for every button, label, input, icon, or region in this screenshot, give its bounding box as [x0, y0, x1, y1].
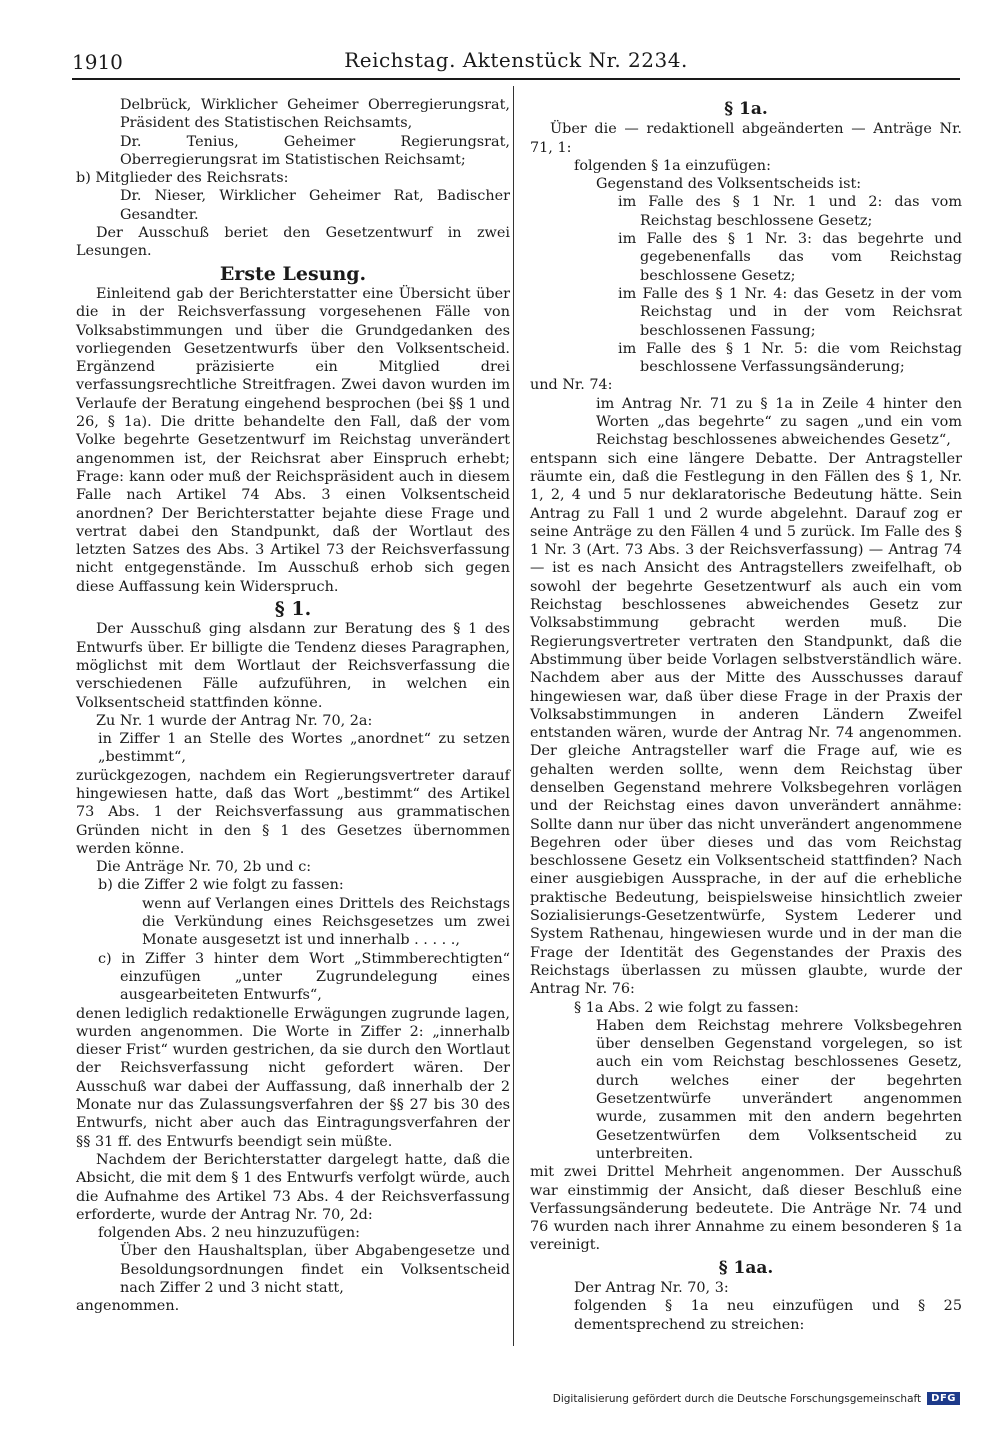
- page-header: [72, 48, 960, 80]
- paragraph: b) Mitglieder des Reichsrats:: [76, 170, 289, 187]
- paragraph: im Falle des § 1 Nr. 1 und 2: das vom Reichstag beschlossene Gesetz;: [618, 194, 962, 229]
- paragraph: Dr. Tenius, Geheimer Regierungsrat, Oberregierungsrat im Statistischen Reichsamt;: [120, 133, 510, 168]
- left-column: [76, 96, 510, 1316]
- paragraph: c) in Ziffer 3 hinter dem Wort „Stimmberechtigten“ einzufügen „unter Zugrundelegung eines ausgearbeiteten Entwurfs“,: [98, 950, 510, 1004]
- paragraph: Der Ausschuß ging alsdann zur Beratung des § 1 des Entwurfs über. Er billigte die Tendenz dieses Paragraphen, möglichst mit dem Wortlaut der Reichsverfassung die verschiedenen Fälle aufzuführen, in welchen ein Volksentscheid stattfinden könne.: [76, 621, 510, 711]
- paragraph: im Falle des § 1 Nr. 5: die vom Reichstag beschlossene Verfassungsänderung;: [618, 340, 962, 376]
- paragraph: folgenden § 1a neu einzufügen und § 25 dementsprechend zu streichen:: [574, 1298, 962, 1333]
- paragraph: folgenden § 1a einzufügen:: [574, 157, 771, 174]
- paragraph: im Falle des § 1 Nr. 3: das begehrte und gegebenenfalls das vom Reichstag beschlossene Gesetz;: [618, 231, 962, 284]
- paragraph: in Ziffer 1 an Stelle des Wortes „anordnet“ zu setzen „bestimmt“,: [98, 731, 510, 766]
- paragraph: im Falle des § 1 Nr. 4: das Gesetz in der vom Reichstag und in der vom Reichsrat beschlossenen Fassung;: [618, 285, 962, 339]
- paragraph: Einleitend gab der Berichterstatter eine Übersicht über die in der Reichsverfassung vorgesehenen Fälle von Volksabstimmungen und über die Grundgedanken des vorliegenden Gesetzentwurfs über den Volksentscheid. Ergänzend präzisierte ein Mitglied drei verfassungsrechtliche Streitfragen. Zwei davon wurden im Verlaufe der Beratung eingehend besprochen (bei §§ 1 und 26, § 1a). Die dritte behandelte den Fall, daß der vom Volke begehrte Gesetzentwurf im Reichstag unverändert angenommen ist, der Reichsrat aber Einspruch erhebt; Frage: kann oder muß der Reichspräsident auch in diesem Falle nach Artikel 74 Abs. 3 einen Volksentscheid anordnen? Der Berichterstatter bejahte diese Frage und vertrat dabei den Standpunkt, daß der Wortlaut des letzten Satzes des Abs. 3 Artikel 73 der Reichsverfassung nicht entgegenstände. Im Ausschuß erhob sich gegen diese Auffassung kein Widerspruch.: [76, 285, 510, 595]
- footer: [553, 1392, 960, 1405]
- paragraph: Der Ausschuß beriet den Gesetzentwurf in zwei Lesungen.: [76, 225, 510, 260]
- paragraph: denen lediglich redaktionelle Erwägungen zugrunde lagen, wurden angenommen. Die Worte in Ziffer 2: „innerhalb dieser Frist“ wurden gestrichen, da sie durch den Wortlaut der Reichsverfassung nicht gefordert wären. Der Ausschuß war dabei der Auffassung, daß innerhalb der 2 Monate nur das Zulassungsverfahren der §§ 27 bis 30 des Entwurfs, nicht aber auch das Eintragungsverfahren der §§ 31 ff. des Entwurfs beendigt sein müßte.: [76, 1005, 510, 1150]
- paragraph: Zu Nr. 1 wurde der Antrag Nr. 70, 2a:: [96, 712, 373, 729]
- paragraph: angenommen.: [76, 1298, 180, 1315]
- paragraph: b) die Ziffer 2 wie folgt zu fassen:: [98, 877, 344, 894]
- paragraph: Delbrück, Wirklicher Geheimer Oberregierungsrat, Präsident des Statistischen Reichsamts,: [120, 97, 510, 132]
- paragraph: § 1a Abs. 2 wie folgt zu fassen:: [574, 999, 799, 1016]
- funding-note: Digitalisierung gefördert durch die Deutsche Forschungsgemeinschaft: [552, 1392, 922, 1405]
- paragraph: Über den Haushaltsplan, über Abgabengesetze und Besoldungsordnungen findet ein Volksentscheid nach Ziffer 2 und 3 nicht statt,: [120, 1243, 510, 1296]
- paragraph: Nachdem der Berichterstatter dargelegt hatte, daß die Absicht, die mit dem § 1 des Entwurfs verfolgt würde, auch die Aufnahme des Artikel 73 Abs. 4 der Reichsverfassung erforderte, wurde der Antrag Nr. 70, 2d:: [76, 1151, 511, 1223]
- paragraph: Gegenstand des Volksentscheids ist:: [596, 176, 862, 193]
- section-heading: § 1a.: [724, 99, 768, 119]
- paragraph: entspann sich eine längere Debatte. Der Antragsteller räumte ein, daß die Festlegung in den Fällen des § 1, Nr. 1, 2, 4 und 5 nur deklaratorische Bedeutung hätte. Sein Antrag zu Fall 1 und 2 wurde abgelehnt. Darauf zog er seine Anträge zu den Fällen 4 und 5 zurück. Im Falle des § 1 Nr. 3 (Art. 73 Abs. 3 der Reichsverfassung) — Antrag 74 — ist es nach Ansicht des Antragstellers zweifelhaft, ob sowohl der begehrte Gesetzentwurf als auch ein vom Reichstag beschlossenes abweichendes Gesetz zur Volksabstimmung gebracht werden muß. Die Regierungsvertreter vertraten den Standpunkt, daß die Abstimmung über beide Vorlagen selbstverständlich wäre. Nachdem aber aus der Mitte des Ausschusses darauf hingewiesen war, daß über diese Frage in der Praxis der Volksabstimmungen in anderen Ländern Zweifel entstanden wären, wurde der Antrag Nr. 74 angenommen. Der gleiche Antragsteller warf die Frage auf, wie es gehalten werden sollte, wenn dem Reichstag über denselben Gegenstand mehrere Volksbegehren vorlägen und der Reichstag eines davon unverändert annähme: Sollte dann nur über das nicht unverändert angenommene Begehren oder über dieses und das vom Reichstag beschlossene Gesetz ein Volksentscheid stattfinden? Nach einer ausgiebigen Aussprache, in der auf die erhebliche praktische Bedeutung, beispielsweise hinsichtlich zweier Sozialisierungs-Gesetzentwürfe, System Lederer und System Rathenau, hingewiesen wurde und in der man die Frage der Identität des Gegenstandes der Praxis des Reichstags überlassen zu müssen glaubte, wurde der Antrag Nr. 76:: [530, 450, 962, 998]
- paragraph: und Nr. 74:: [530, 377, 613, 394]
- paragraph: im Antrag Nr. 71 zu § 1a in Zeile 4 hinter den Worten „das begehrte“ zu sagen „und ein vom Reichstag beschlossenes abweichendes Gesetz“,: [596, 395, 962, 449]
- section-heading: § 1aa.: [718, 1257, 774, 1278]
- section-heading: § 1.: [274, 598, 312, 621]
- paragraph: mit zwei Drittel Mehrheit angenommen. Der Ausschuß war einstimmig der Ansicht, daß dieser Beschluß eine Verfassungsänderung bedeutete. Die Anträge Nr. 74 und 76 wurden nach ihrer Annahme zu einem besonderen § 1a vereinigt.: [530, 1164, 962, 1254]
- page-number: 1910: [72, 50, 123, 74]
- dfg-logo: DFG: [927, 1392, 960, 1405]
- paragraph: Die Anträge Nr. 70, 2b und c:: [96, 859, 312, 876]
- paragraph: wenn auf Verlangen eines Drittels des Reichstags die Verkündung eines Reichsgesetzes um zwei Monate ausgesetzt ist und innerhalb . . . . .,: [142, 895, 510, 949]
- paragraph: Über die — redaktionell abgeänderten — Anträge Nr. 71, 1:: [530, 121, 962, 156]
- section-heading: Erste Lesung.: [219, 262, 367, 285]
- column-divider: [513, 86, 514, 1346]
- paragraph: folgenden Abs. 2 neu hinzuzufügen:: [98, 1225, 360, 1242]
- paragraph: Dr. Nieser, Wirklicher Geheimer Rat, Badischer Gesandter.: [120, 188, 510, 223]
- running-title: Reichstag. Aktenstück Nr. 2234.: [344, 48, 688, 72]
- paragraph: Der Antrag Nr. 70, 3:: [574, 1280, 729, 1296]
- paragraph: Haben dem Reichstag mehrere Volksbegehren über denselben Gegenstand vorgelegen, so ist auch ein vom Reichstag beschlossenes Gesetz, durch welches einer der begehrten Gesetzentwürfe unverändert angenommen wurde, zusammen mit den andern begehrten Gesetzentwürfen dem Volksentscheid zu unterbreiten.: [596, 1017, 962, 1162]
- paragraph: zurückgezogen, nachdem ein Regierungsvertreter darauf hingewiesen hatte, daß das Wort „bestimmt“ des Artikel 73 Abs. 1 der Reichsverfassung aus grammatischen Gründen nicht in den § 1 des Gesetzes übernommen werden könne.: [76, 767, 510, 857]
- right-column: [530, 96, 962, 1334]
